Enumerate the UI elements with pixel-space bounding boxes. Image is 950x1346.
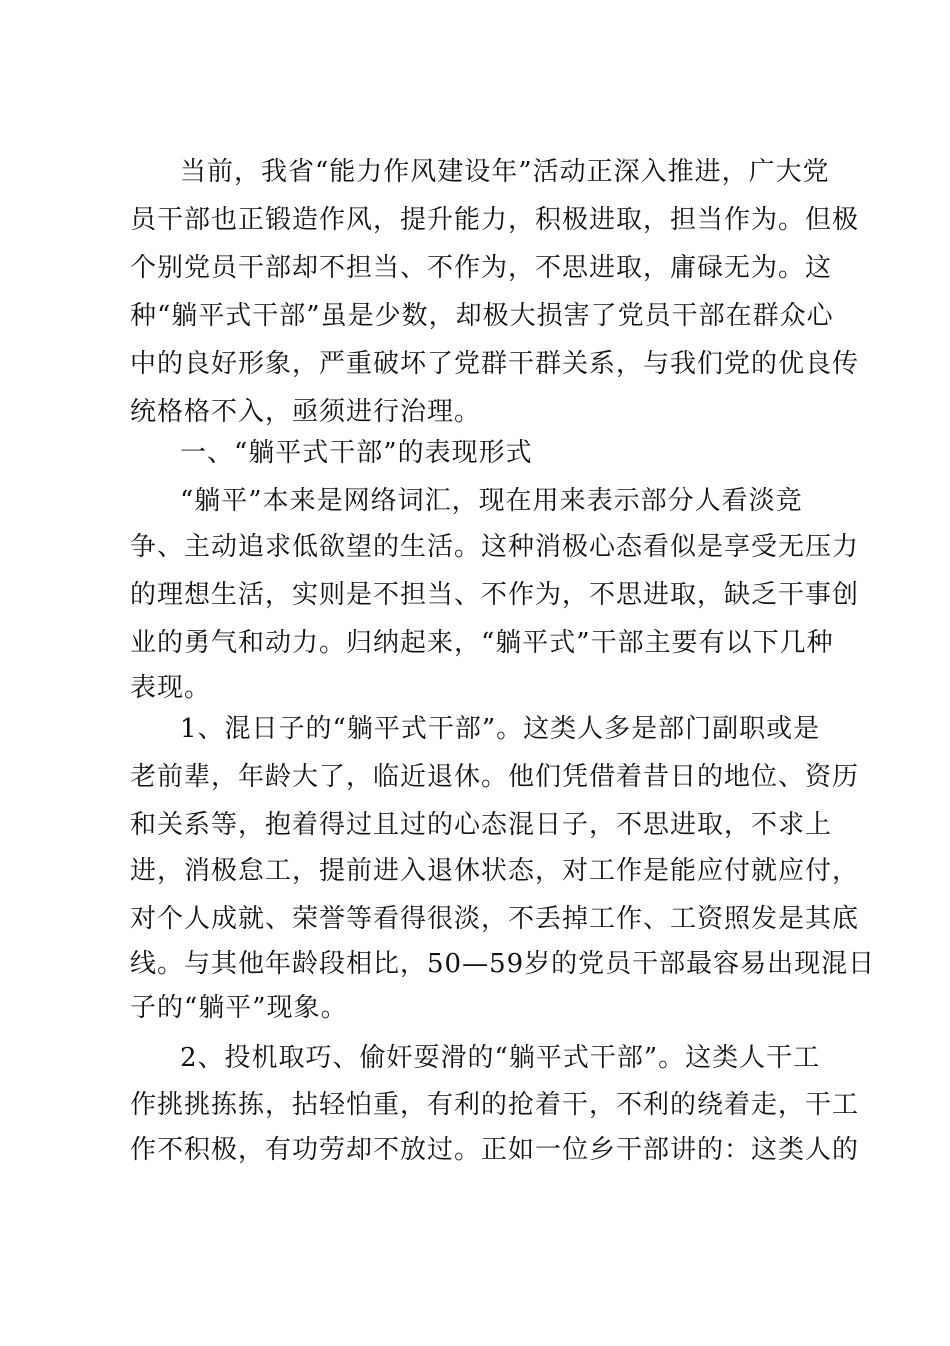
- intro-line-4: 种“躺平式干部”虽是少数，却极大损害了党员干部在群众心: [130, 301, 834, 331]
- section-heading: 一、“躺平式干部”的表现形式: [180, 438, 533, 468]
- intro-line-5: 中的良好形象，严重破坏了党群干群关系，与我们党的优良传: [130, 349, 860, 379]
- intro-line-2: 员干部也正锻造作风，提升能力，积极进取，担当作为。但极: [130, 205, 860, 235]
- type1-line-5: 对个人成就、荣誉等看得很淡，不丢掉工作、工资照发是其底: [130, 904, 860, 934]
- type2-line-2: 作挑挑拣拣，拈轻怕重，有利的抢着干，不利的绕着走，干工: [130, 1090, 860, 1120]
- type2-line-1: 2、投机取巧、偷奸耍滑的“躺平式干部”。这类人干工: [180, 1043, 821, 1073]
- type1-line-2: 老前辈，年龄大了，临近退休。他们凭借着昔日的地位、资历: [130, 762, 860, 792]
- definition-line-2: 争、主动追求低欲望的生活。这种消极心态看似是享受无压力: [130, 532, 860, 562]
- type1-line-1: 1、混日子的“躺平式干部”。这类人多是部门副职或是: [180, 714, 821, 744]
- definition-line-3: 的理想生活，实则是不担当、不作为，不思进取，缺乏干事创: [130, 580, 860, 610]
- definition-line-5: 表现。: [130, 673, 212, 703]
- type1-line-6: 线。与其他年龄段相比，50—59岁的党员干部最容易出现混日: [130, 949, 876, 979]
- intro-line-1: 当前，我省“能力作风建设年”活动正深入推进，广大党: [180, 157, 830, 187]
- type1-line-4: 进，消极怠工，提前进入退休状态，对工作是能应付就应付，: [130, 856, 860, 886]
- definition-line-1: “躺平”本来是网络词汇，现在用来表示部分人看淡竞: [180, 486, 803, 516]
- type1-line-3: 和关系等，抱着得过且过的心态混日子，不思进取，不求上: [130, 810, 833, 840]
- definition-line-4: 业的勇气和动力。归纳起来，“躺平式”干部主要有以下几种: [130, 628, 834, 658]
- type1-line-7: 子的“躺平”现象。: [130, 993, 348, 1023]
- intro-line-3: 个别党员干部却不担当、不作为，不思进取，庸碌无为。这: [130, 253, 833, 283]
- type2-line-3: 作不积极，有功劳却不放过。正如一位乡干部讲的：这类人的: [130, 1135, 860, 1165]
- intro-line-6: 统格格不入，亟须进行治理。: [130, 397, 482, 427]
